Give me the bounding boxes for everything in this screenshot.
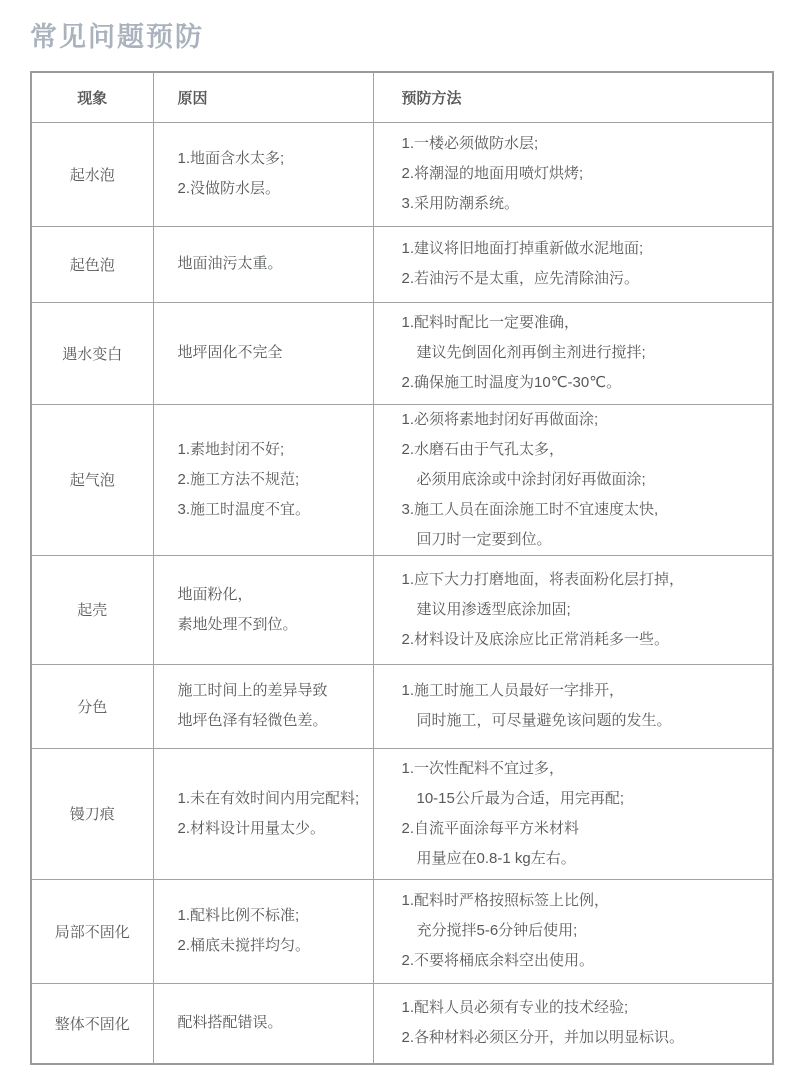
text-line: 1.素地封闭不好; xyxy=(177,440,285,458)
cause-cell xyxy=(153,555,373,664)
text-line: 1.必须将素地封闭好再做面涂; xyxy=(401,410,599,428)
prevention-cell xyxy=(373,879,773,983)
header-prevention: 预防方法 xyxy=(373,72,773,122)
prevention-cell xyxy=(373,555,773,664)
cause-cell xyxy=(153,879,373,983)
table-row xyxy=(31,748,773,879)
prevention-cell xyxy=(373,226,773,302)
text-line: 1.施工时施工人员最好一字排开， xyxy=(401,682,625,699)
text-line: 3.施工人员在面涂施工时不宜速度太快, xyxy=(401,500,659,518)
text-line: 用量应在0.8-1 kg左右。 xyxy=(416,849,576,867)
phenomenon-cell: 镘刀痕 xyxy=(31,748,153,879)
table-row xyxy=(31,404,773,555)
phenomenon-cell: 起水泡 xyxy=(31,122,153,226)
cause-cell xyxy=(153,404,373,555)
table-row xyxy=(31,226,773,302)
text-line: 必须用底涂或中涂封闭好再做面涂; xyxy=(416,470,646,488)
phenomenon-cell: 起色泡 xyxy=(31,226,153,302)
text-line: 2.将潮湿的地面用喷灯烘烤; xyxy=(401,165,584,182)
prevention-cell xyxy=(373,664,773,748)
text-line: 1.一次性配料不宜过多， xyxy=(401,759,565,777)
table-header xyxy=(31,72,773,122)
phenomenon-cell: 起壳 xyxy=(31,555,153,664)
text-line: 3.施工时温度不宜。 xyxy=(177,500,311,518)
table-body xyxy=(31,122,773,1064)
text-line: 1.配料比例不标准; xyxy=(177,907,300,924)
text-line: 2.桶底未搅拌均匀。 xyxy=(177,937,311,954)
table-row xyxy=(31,664,773,748)
phenomenon-cell: 整体不固化 xyxy=(31,983,153,1064)
text-line: 2.没做防水层。 xyxy=(177,180,281,197)
cause-cell xyxy=(153,122,373,226)
text-line: 2.不要将桶底余料空出使用。 xyxy=(401,952,595,969)
text-line: 2.确保施工时温度为10℃-30℃。 xyxy=(401,374,622,391)
text-line: 1.配料时配比一定要准确， xyxy=(401,314,580,331)
cause-cell xyxy=(153,983,373,1064)
header-phenomenon: 现象 xyxy=(31,72,153,122)
text-line: 地面油污太重。 xyxy=(177,255,283,272)
table-row xyxy=(31,879,773,983)
text-line: 施工时间上的差异导致 xyxy=(177,682,328,699)
text-line: 配料搭配错误。 xyxy=(177,1014,283,1032)
header-cause: 原因 xyxy=(153,72,373,122)
text-line: 1.配料时严格按照标签上比例， xyxy=(401,892,610,909)
table-row xyxy=(31,122,773,226)
phenomenon-cell: 遇水变白 xyxy=(31,302,153,404)
prevention-cell xyxy=(373,302,773,404)
text-line: 同时施工，可尽量避免该问题的发生。 xyxy=(416,712,672,729)
phenomenon-cell: 局部不固化 xyxy=(31,879,153,983)
cause-cell xyxy=(153,226,373,302)
text-line: 素地处理不到位。 xyxy=(177,615,298,633)
text-line: 地坪固化不完全 xyxy=(177,344,283,361)
table-row xyxy=(31,555,773,664)
text-line: 回刀时一定要到位。 xyxy=(416,530,552,548)
prevention-cell xyxy=(373,748,773,879)
header-row xyxy=(31,72,773,122)
text-line: 建议先倒固化剂再倒主剂进行搅拌; xyxy=(416,344,646,361)
text-line: 建议用渗透型底涂加固; xyxy=(416,600,571,618)
text-line: 充分搅拌5-6分钟后使用; xyxy=(416,922,578,939)
text-line: 10-15公斤最为合适，用完再配; xyxy=(416,789,625,807)
text-line: 1.配料人员必须有专业的技术经验; xyxy=(401,999,629,1017)
phenomenon-cell: 起气泡 xyxy=(31,404,153,555)
prevention-table xyxy=(30,71,774,1065)
prevention-cell xyxy=(373,404,773,555)
text-line: 地面粉化， xyxy=(177,585,253,603)
text-line: 1.应下大力打磨地面，将表面粉化层打掉， xyxy=(401,570,685,588)
table-row xyxy=(31,983,773,1064)
prevention-cell xyxy=(373,122,773,226)
text-line: 2.自流平面涂每平方米材料 xyxy=(401,819,580,837)
cause-cell xyxy=(153,748,373,879)
text-line: 地坪色泽有轻微色差。 xyxy=(177,712,328,729)
cause-cell xyxy=(153,664,373,748)
text-line: 1.建议将旧地面打掉重新做水泥地面; xyxy=(401,240,644,257)
page-title: 常见问题预防 xyxy=(30,22,204,52)
text-line: 2.材料设计用量太少。 xyxy=(177,819,326,837)
text-line: 2.水磨石由于气孔太多， xyxy=(401,440,565,458)
text-line: 1.未在有效时间内用完配料; xyxy=(177,789,360,807)
text-line: 2.材料设计及底涂应比正常消耗多一些。 xyxy=(401,630,670,648)
text-line: 2.各种材料必须区分开，并加以明显标识。 xyxy=(401,1029,685,1047)
cause-cell xyxy=(153,302,373,404)
text-line: 1.一楼必须做防水层; xyxy=(401,135,539,152)
text-line: 2.若油污不是太重，应先清除油污。 xyxy=(401,270,640,287)
text-line: 3.采用防潮系统。 xyxy=(401,195,520,212)
phenomenon-cell: 分色 xyxy=(31,664,153,748)
text-line: 1.地面含水太多; xyxy=(177,150,285,167)
prevention-cell xyxy=(373,983,773,1064)
text-line: 2.施工方法不规范; xyxy=(177,470,300,488)
table-row xyxy=(31,302,773,404)
